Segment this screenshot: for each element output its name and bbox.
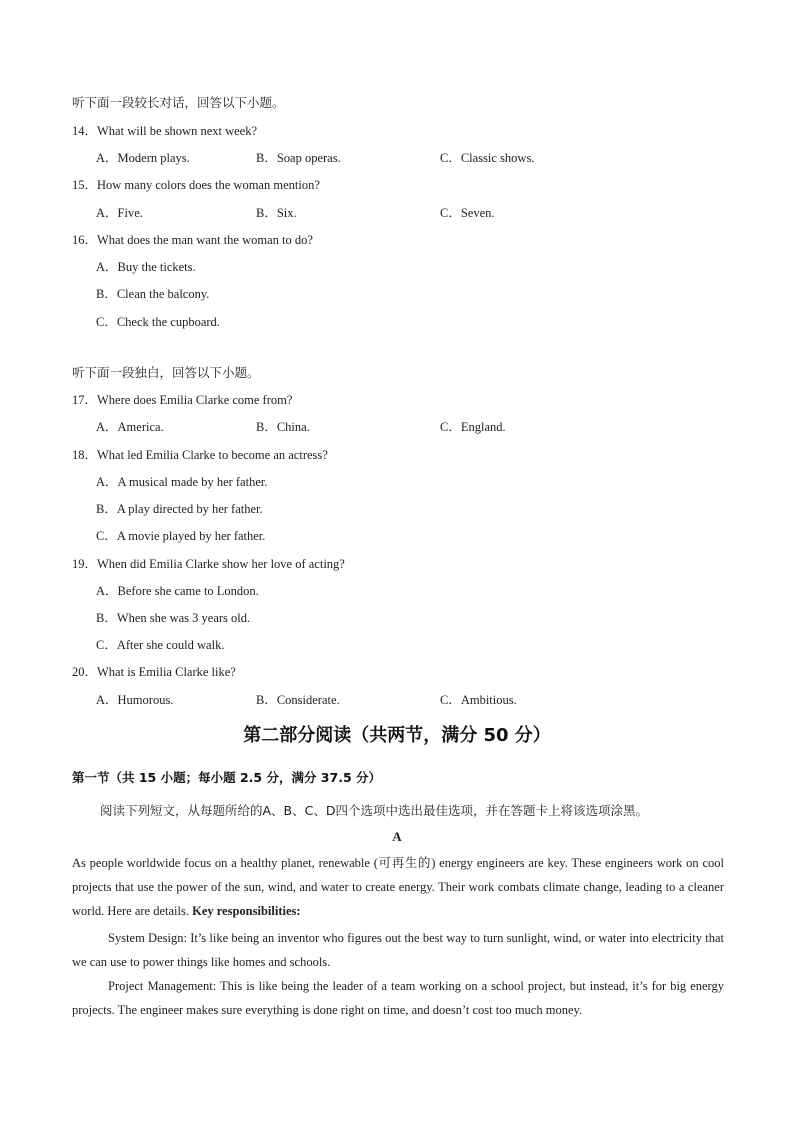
question-14-option-b: B．Soap operas. [256, 151, 341, 165]
question-17-stem: 17．Where does Emilia Clarke come from? [72, 393, 293, 407]
question-20-option-b: B．Considerate. [256, 693, 340, 707]
question-16-option-c: C．Check the cupboard. [96, 315, 220, 329]
question-19-stem: 19．When did Emilia Clarke show her love of acting? [72, 557, 345, 571]
dialogue-instruction: 听下面一段较长对话，回答以下小题。 [72, 95, 285, 110]
question-20-stem: 20．What is Emilia Clarke like? [72, 665, 236, 679]
question-18-option-a: A．A musical made by her father. [96, 475, 268, 489]
reading-instructions: 阅读下列短文，从每题所给的A、B、C、D四个选项中选出最佳选项，并在答题卡上将该选项涂黑。 [100, 803, 648, 818]
question-14-option-c: C．Classic shows. [440, 151, 535, 165]
question-19-option-b: B．When she was 3 years old. [96, 611, 251, 625]
section-one-title: 第一节（共 15 小题；每小题 2.5 分，满分 37.5 分） [72, 770, 381, 785]
passage-paragraph-2: System Design: It’s like being an inventor who figures out the best way to turn sunlight, wind, or water into electricity that we can use to power things like homes and schools. [72, 931, 724, 969]
passage-paragraph-1 [72, 851, 724, 923]
question-20-option-a: A．Humorous. [96, 693, 174, 707]
question-18-option-b: B．A play directed by her father. [96, 502, 263, 516]
question-20-option-c: C．Ambitious. [440, 693, 517, 707]
monologue-instruction: 听下面一段独白，回答以下小题。 [72, 365, 260, 380]
key-responsibilities-heading: Key responsibilities: [192, 904, 301, 918]
paragraph-1-text: As people worldwide focus on a healthy planet, renewable (可再生的) energy engineers are key. These engineers work on cool projects that use the power of the sun, wind, and water to create energy. Their work combats climate change, leading to a cleaner world. Here are details. [72, 856, 724, 918]
question-17-option-a: A．America. [96, 420, 164, 434]
question-18-stem: 18．What led Emilia Clarke to become an actress? [72, 448, 328, 462]
question-14-option-a: A．Modern plays. [96, 151, 190, 165]
question-16-stem: 16．What does the man want the woman to do? [72, 233, 313, 247]
passage-label: A [392, 829, 402, 844]
question-19-option-c: C．After she could walk. [96, 638, 225, 652]
passage-paragraph-3: Project Management: This is like being the leader of a team working on a school project, but instead, it’s for big energy projects. The engineer makes sure everything is done right on time, and doesn’t cost too much money. [72, 979, 724, 1017]
question-16-option-a: A．Buy the tickets. [96, 260, 196, 274]
question-19-option-a: A．Before she came to London. [96, 584, 259, 598]
question-18-option-c: C．A movie played by her father. [96, 529, 266, 543]
question-17-option-c: C．England. [440, 420, 506, 434]
question-16-option-b: B．Clean the balcony. [96, 287, 210, 301]
question-15-stem: 15．How many colors does the woman mention? [72, 178, 320, 192]
question-15-option-b: B．Six. [256, 206, 297, 220]
part-two-title: 第二部分阅读（共两节，满分 50 分） [243, 725, 551, 746]
question-15-option-a: A．Five. [96, 206, 143, 220]
question-17-option-b: B．China. [256, 420, 310, 434]
question-14-stem: 14．What will be shown next week? [72, 124, 258, 138]
question-15-option-c: C．Seven. [440, 206, 495, 220]
